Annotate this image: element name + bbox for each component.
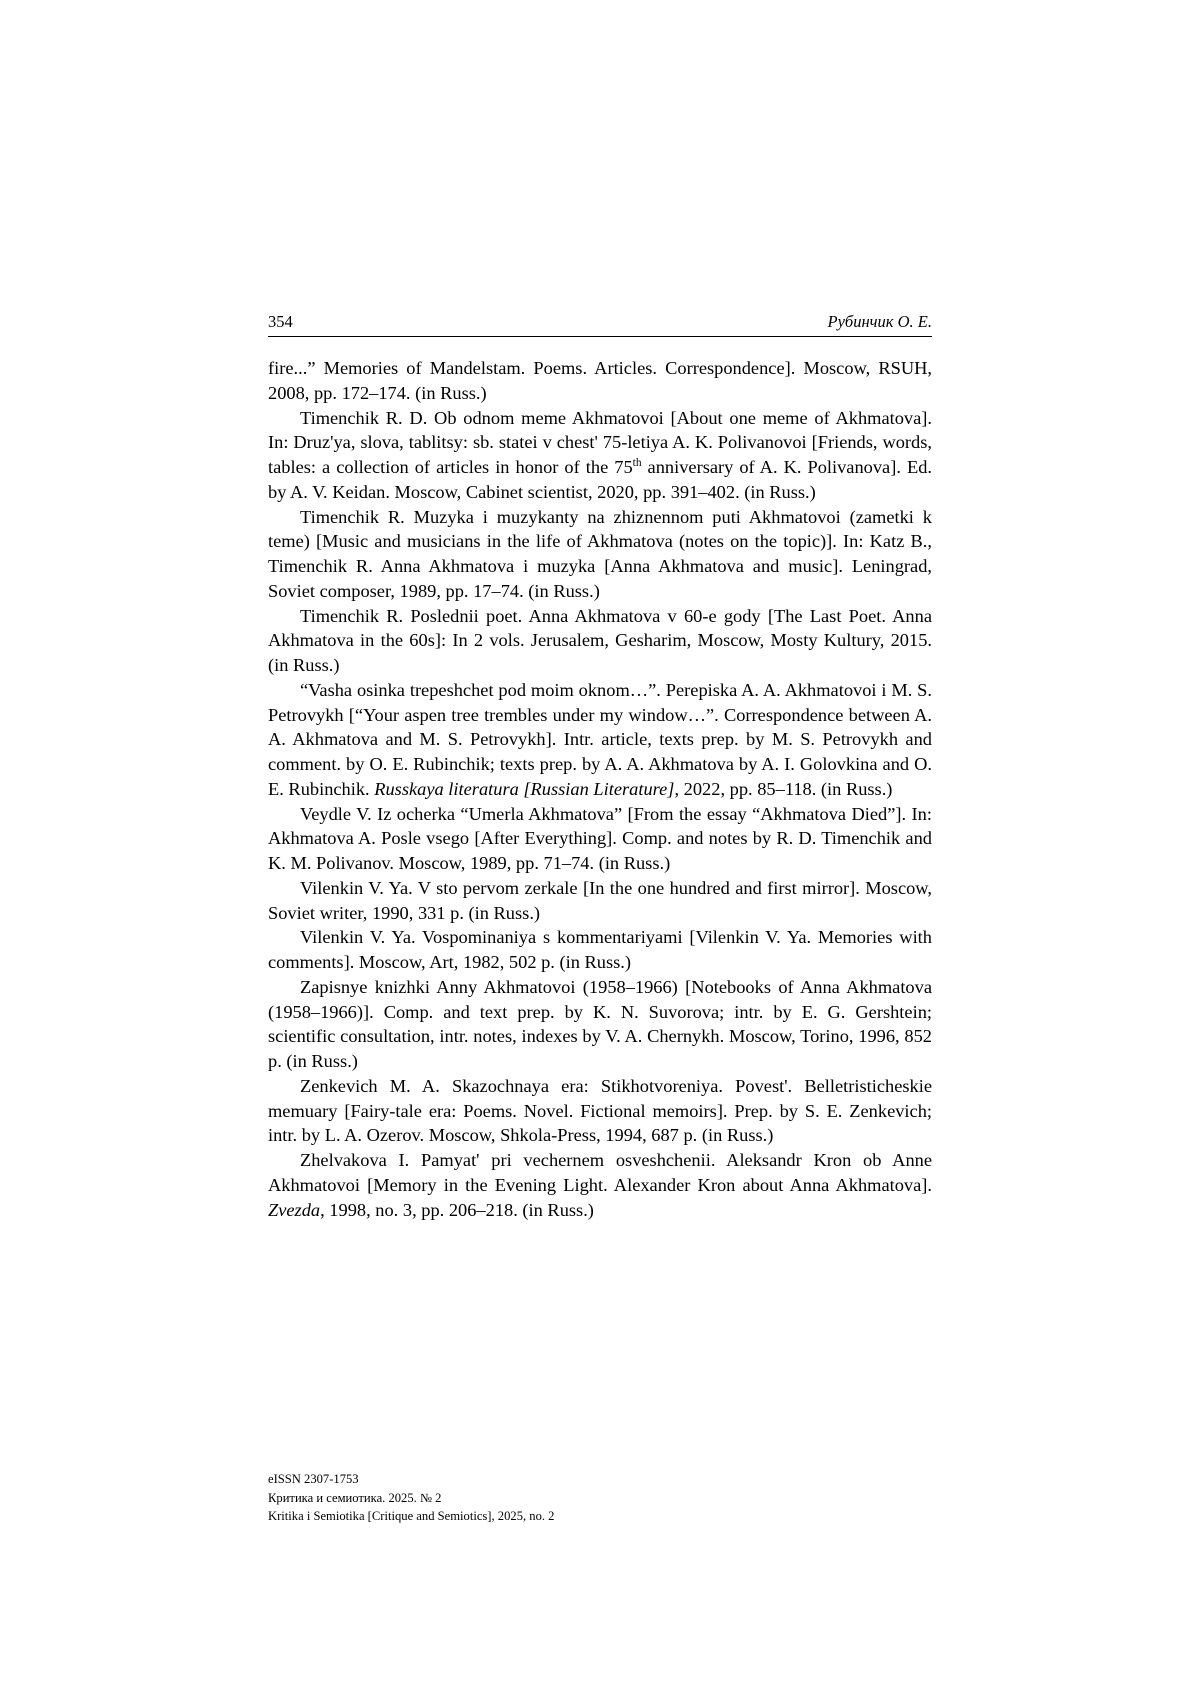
reference-entry — [268, 356, 932, 406]
text-run: Veydle V. Iz ocherka “Umerla Akhmatova” [From the essay “Akhmatova Died”]. In: Akhmatova A. Posle vsego [After Everything]. Comp. and notes by R. D. Timenchik and K. M. Polivanov. Moscow, 1989, pp. 71–74. (in Russ.) — [268, 803, 932, 873]
text-run: Zapisnye knizhki Anny Akhmatovoi (1958–1966) [Notebooks of Anna Akhmatova (1958–1966)]. Comp. and text prep. by K. N. Suvorova; intr. by E. G. Gershtein; scientific consultation, intr. notes, indexes by V. A. Chernykh. Moscow, Torino, 1996, 852 p. (in Russ.) — [268, 976, 932, 1071]
reference-entry — [268, 975, 932, 1074]
text-run: anniversary of A. K. Polivanova]. Ed. by A. V. Keidan. Moscow, Cabinet scientist, 2020, pp. 391–402. (in Russ.) — [268, 457, 932, 502]
text-run: Zenkevich M. A. Skazochnaya era: Stikhotvoreniya. Povest'. Belletristicheskie memuary [Fairy-tale era: Poems. Novel. Fictional memoirs]. Prep. by S. E. Zenkevich; intr. by L. A. Ozerov. Moscow, Shkola-Press, 1994, 687 p. (in Russ.) — [268, 1075, 932, 1146]
text-run: Zhelvakova I. Pamyat' pri vechernem osveshchenii. Aleksandr Kron ob Anne Akhmatovoi [Memory in the Evening Light. Alexander Kron about Anna Akhmatova]. — [268, 1150, 932, 1195]
italic-title: Russkaya literatura [Russian Literature] — [374, 778, 675, 799]
text-run: Vilenkin V. Ya. V sto pervom zerkale [In the one hundred and first mirror]. Moscow, Soviet writer, 1990, 331 p. (in Russ.) — [268, 877, 932, 923]
reference-entry — [268, 876, 932, 926]
reference-entry — [268, 925, 932, 975]
reference-entry — [268, 1074, 932, 1148]
text-run: , 1998, no. 3, pp. 206–218. (in Russ.) — [320, 1199, 594, 1220]
footer-eissn: eISSN 2307-1753 — [268, 1472, 359, 1486]
text-run: Timenchik R. Poslednii poet. Anna Akhmatova v 60-e gody [The Last Poet. Anna Akhmatova in the 60s]: In 2 vols. Jerusalem, Gesharim, Moscow, Mosty Kultury, 2015. (in Russ.) — [268, 605, 932, 675]
text-run: “Vasha osinka trepeshchet pod moim oknom…”. Perepiska A. A. Akhmatovoi i M. S. Petrovykh [“Your aspen tree trembles under my window…”. Correspondence between A. A. Akhmatova and M. S. Petrovykh]. Intr. article, texts prep. by M. S. Petrovykh and comment. by O. E. Rubinchik; texts prep. by A. A. Akhmatova by A. I. Golovkina and O. E. Rubinchik. — [268, 679, 932, 799]
italic-title: Zvezda — [268, 1199, 321, 1220]
page-number: 354 — [268, 312, 293, 331]
page-footer — [268, 1470, 932, 1526]
reference-entry — [268, 406, 932, 505]
page-content — [268, 312, 932, 1222]
reference-entry — [268, 678, 932, 802]
reference-entry — [268, 505, 932, 604]
text-run: Vilenkin V. Ya. Vospominaniya s kommentariyami [Vilenkin V. Ya. Memories with comments]. Moscow, Art, 1982, 502 p. (in Russ.) — [268, 927, 932, 972]
text-run: Timenchik R. Muzyka i muzykanty na zhiznennom puti Akhmatovoi (zametki k teme) [Music and musicians in the life of Akhmatova (notes on the topic)]. In: Katz B., Timenchik R. Anna Akhmatova i muzyka [Anna Akhmatova and music]. Leningrad, Soviet composer, 1989, pp. 17–74. (in Russ.) — [268, 506, 932, 601]
reference-entry — [268, 802, 932, 876]
text-run: fire...” Memories of Mandelstam. Poems. Articles. Correspondence]. Moscow, RSUH, 2008, pp. 172–174. (in Russ.) — [268, 358, 932, 403]
reference-entry — [268, 604, 932, 678]
footer-journal-en: Kritika i Semiotika [Critique and Semiotics], 2025, no. 2 — [268, 1509, 555, 1523]
text-run: Timenchik R. D. Ob odnom meme Akhmatovoi [About one meme of Akhmatova]. In: Druz'ya, slova, tablitsy: sb. statei v chest' 75-letiya A. K. Polivanovoi [Friends, words, tables: a collection of articles in honor of the 75 — [268, 407, 932, 477]
footer-journal-ru: Критика и семиотика. 2025. № 2 — [268, 1490, 442, 1505]
reference-entry — [268, 1148, 932, 1222]
running-head: Рубинчик О. Е. — [827, 312, 932, 331]
references-list — [268, 356, 932, 1222]
page-header — [268, 312, 932, 337]
ordinal-suffix: th — [632, 456, 642, 469]
text-run: , 2022, pp. 85–118. (in Russ.) — [674, 778, 893, 799]
